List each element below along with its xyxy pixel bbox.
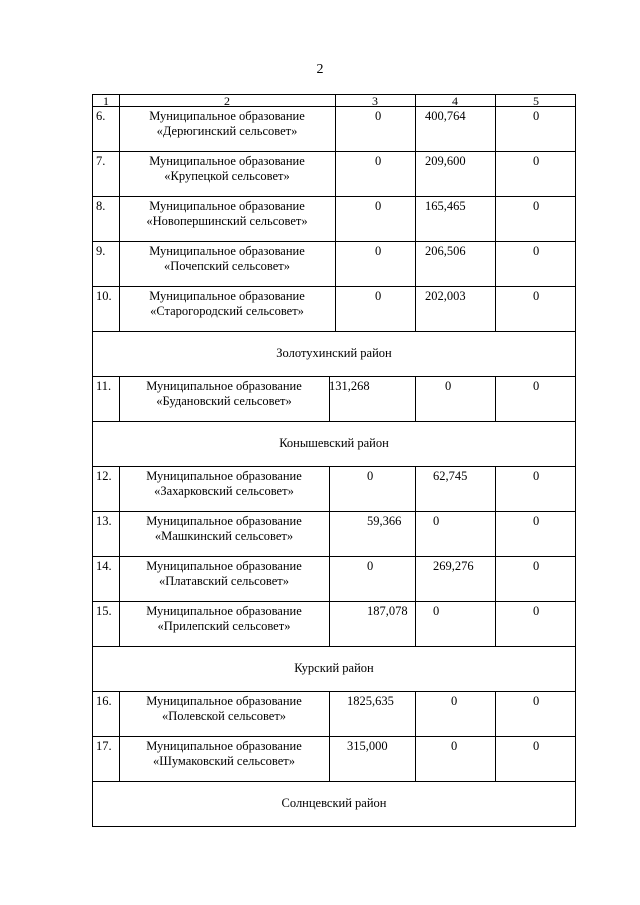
row-number: 10. xyxy=(96,289,112,303)
district-name: Солнцевский район xyxy=(281,796,387,810)
value-col-3: 315,000 xyxy=(347,739,388,753)
row-number: 11. xyxy=(96,379,112,393)
value-col-5: 0 xyxy=(533,109,540,123)
municipality-name xyxy=(119,199,335,229)
table-row xyxy=(92,602,576,647)
value-col-4: 0 xyxy=(433,604,440,618)
value-col-3: 59,366 xyxy=(367,514,402,528)
table-row xyxy=(92,107,576,152)
municipality-title: «Машкинский сельсовет» xyxy=(154,529,294,543)
table-row xyxy=(92,692,576,737)
municipality-type: Муниципальное образование xyxy=(146,559,302,573)
municipality-type: Муниципальное образование xyxy=(146,694,302,708)
value-col-5: 0 xyxy=(533,289,540,303)
row-number: 16. xyxy=(96,694,112,708)
municipality-title: «Новопершинский сельсовет» xyxy=(146,214,308,228)
table-header-row xyxy=(92,94,576,107)
municipality-type: Муниципальное образование xyxy=(146,739,302,753)
value-col-4: 0 xyxy=(445,379,452,393)
municipality-name xyxy=(119,559,329,589)
municipality-title: «Крупецкой сельсовет» xyxy=(164,169,290,183)
municipality-type: Муниципальное образование xyxy=(146,379,302,393)
municipality-type: Муниципальное образование xyxy=(149,154,305,168)
value-col-3: 0 xyxy=(375,199,382,213)
group-b-rows xyxy=(92,377,576,422)
table-row xyxy=(92,377,576,422)
value-col-5: 0 xyxy=(533,514,540,528)
table-row xyxy=(92,737,576,782)
municipality-type: Муниципальное образование xyxy=(146,604,302,618)
municipality-name xyxy=(119,514,329,544)
value-col-4: 202,003 xyxy=(425,289,466,303)
municipality-name xyxy=(119,244,335,274)
district-name: Курский район xyxy=(294,661,374,675)
value-col-3: 0 xyxy=(375,109,382,123)
value-col-4: 206,506 xyxy=(425,244,466,258)
municipality-title: «Платавский сельсовет» xyxy=(159,574,289,588)
municipality-type: Муниципальное образование xyxy=(146,469,302,483)
value-col-5: 0 xyxy=(533,469,540,483)
row-number: 7. xyxy=(96,154,106,168)
municipality-title: «Прилепский сельсовет» xyxy=(157,619,291,633)
table-row xyxy=(92,287,576,332)
value-col-5: 0 xyxy=(533,604,540,618)
value-col-3: 131,268 xyxy=(329,379,370,393)
municipality-name xyxy=(119,694,329,724)
value-col-3: 0 xyxy=(367,469,374,483)
value-col-5: 0 xyxy=(533,379,540,393)
table-row xyxy=(92,152,576,197)
municipality-title: «Полевской сельсовет» xyxy=(161,709,287,723)
municipality-title: «Шумаковский сельсовет» xyxy=(152,754,296,768)
municipality-title: «Дерюгинский сельсовет» xyxy=(156,124,298,138)
row-number: 15. xyxy=(96,604,112,618)
value-col-3: 0 xyxy=(367,559,374,573)
header-col-1: 1 xyxy=(103,94,109,108)
value-col-5: 0 xyxy=(533,559,540,573)
municipality-type: Муниципальное образование xyxy=(149,244,305,258)
value-col-3: 0 xyxy=(375,244,382,258)
value-col-3: 1825,635 xyxy=(347,694,394,708)
district-name: Золотухинский район xyxy=(276,346,392,360)
row-number: 12. xyxy=(96,469,112,483)
municipality-type: Муниципальное образование xyxy=(149,109,305,123)
row-number: 8. xyxy=(96,199,106,213)
district-heading xyxy=(92,422,576,467)
value-col-3: 0 xyxy=(375,289,382,303)
municipality-name xyxy=(119,469,329,499)
group-c-rows xyxy=(92,467,576,647)
header-col-5: 5 xyxy=(533,94,539,108)
municipality-name xyxy=(119,739,329,769)
municipality-name xyxy=(119,109,335,139)
value-col-4: 0 xyxy=(451,694,458,708)
municipality-title: «Будановский сельсовет» xyxy=(156,394,292,408)
value-col-5: 0 xyxy=(533,739,540,753)
header-col-4: 4 xyxy=(452,94,458,108)
municipality-name xyxy=(119,154,335,184)
table-row xyxy=(92,557,576,602)
value-col-3: 0 xyxy=(375,154,382,168)
row-number: 13. xyxy=(96,514,112,528)
value-col-4: 0 xyxy=(433,514,440,528)
value-col-4: 0 xyxy=(451,739,458,753)
municipality-type: Муниципальное образование xyxy=(149,289,305,303)
header-col-3: 3 xyxy=(372,94,378,108)
table-row xyxy=(92,512,576,557)
municipality-name xyxy=(119,289,335,319)
district-heading xyxy=(92,782,576,827)
page-number: 2 xyxy=(316,62,324,77)
table-row xyxy=(92,467,576,512)
district-heading xyxy=(92,332,576,377)
value-col-4: 269,276 xyxy=(433,559,474,573)
district-name: Конышевский район xyxy=(279,436,389,450)
row-number: 17. xyxy=(96,739,112,753)
row-number: 9. xyxy=(96,244,106,258)
header-col-2: 2 xyxy=(224,94,230,108)
municipality-type: Муниципальное образование xyxy=(146,514,302,528)
group-d-rows xyxy=(92,692,576,782)
municipality-name xyxy=(119,379,329,409)
district-heading xyxy=(92,647,576,692)
value-col-5: 0 xyxy=(533,244,540,258)
value-col-5: 0 xyxy=(533,199,540,213)
group-a-rows xyxy=(92,107,576,332)
value-col-4: 165,465 xyxy=(425,199,466,213)
row-number: 14. xyxy=(96,559,112,573)
value-col-5: 0 xyxy=(533,694,540,708)
value-col-4: 62,745 xyxy=(433,469,468,483)
table-row xyxy=(92,197,576,242)
value-col-4: 400,764 xyxy=(425,109,466,123)
value-col-5: 0 xyxy=(533,154,540,168)
row-number: 6. xyxy=(96,109,106,123)
municipality-name xyxy=(119,604,329,634)
municipality-title: «Старогородский сельсовет» xyxy=(150,304,304,318)
data-table xyxy=(92,94,576,827)
municipality-type: Муниципальное образование xyxy=(149,199,305,213)
value-col-4: 209,600 xyxy=(425,154,466,168)
value-col-3: 187,078 xyxy=(367,604,408,618)
municipality-title: «Почепский сельсовет» xyxy=(164,259,290,273)
municipality-title: «Захарковский сельсовет» xyxy=(154,484,294,498)
table-row xyxy=(92,242,576,287)
